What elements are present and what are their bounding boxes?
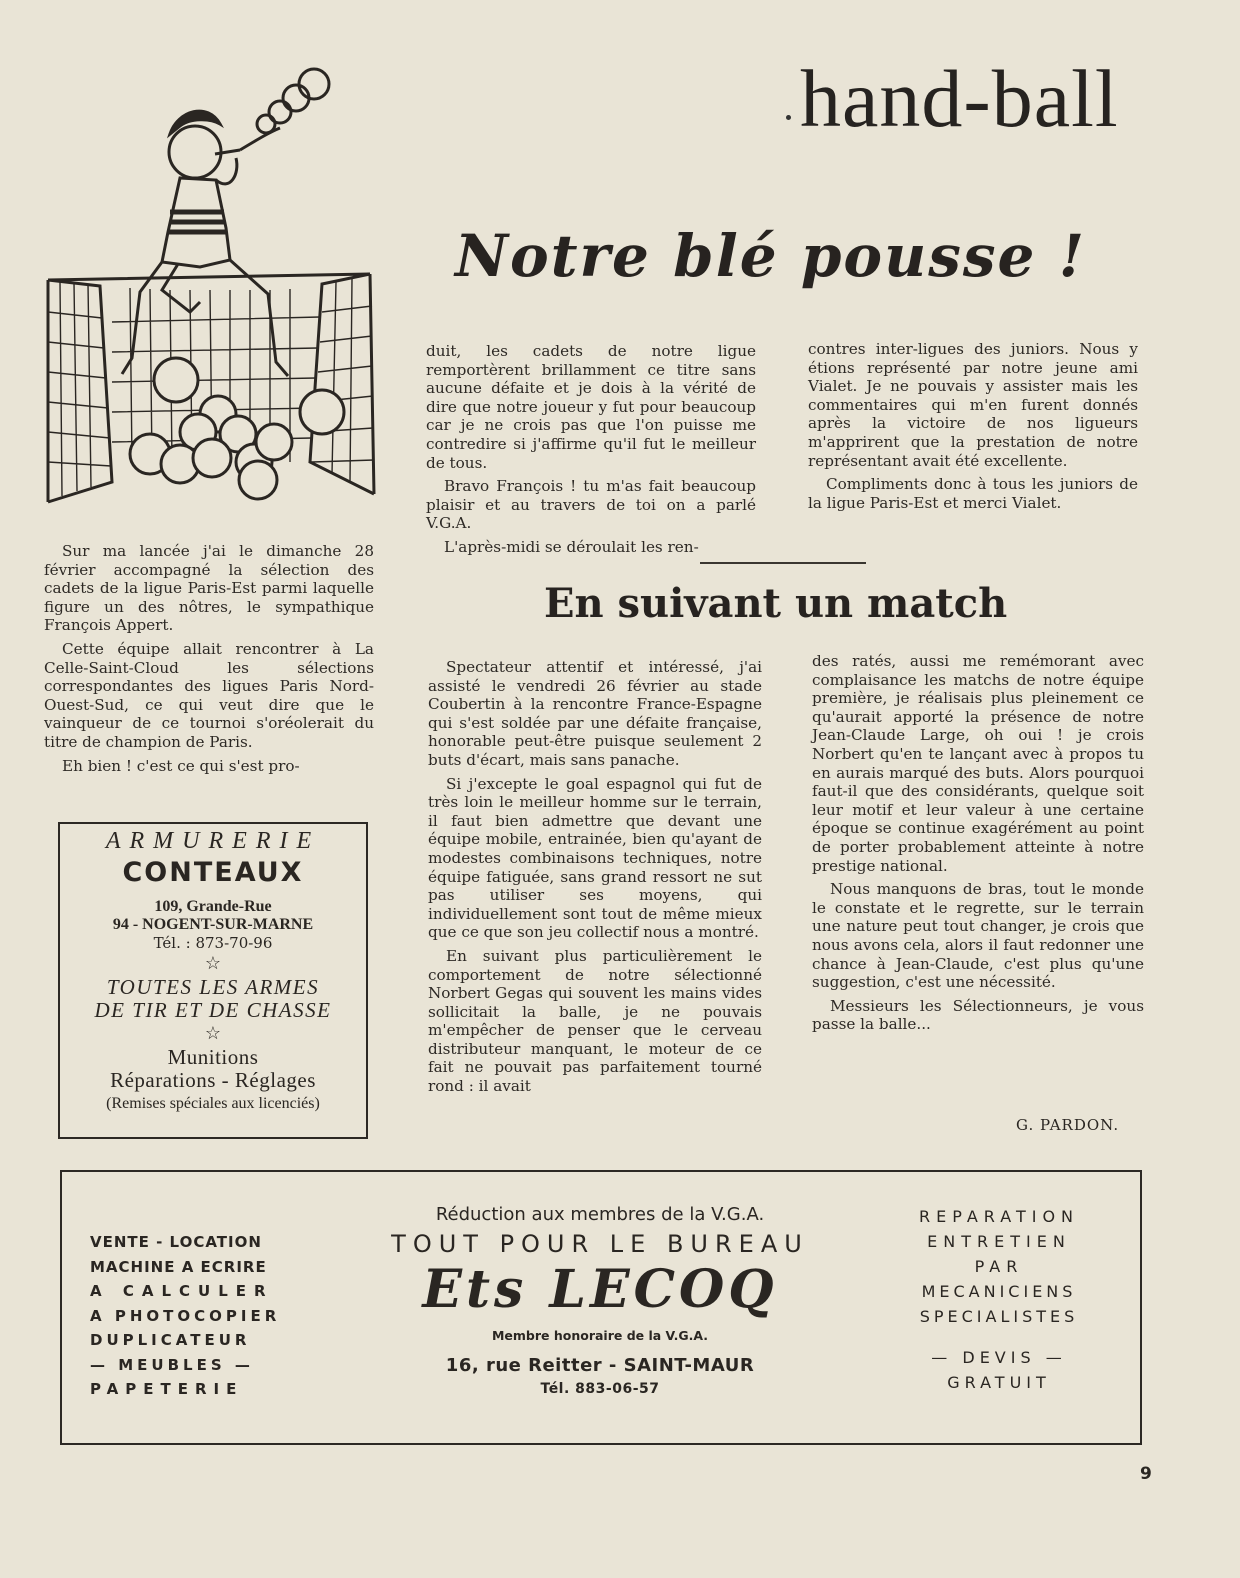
ad-company-name: Ets LECOQ	[422, 1259, 778, 1320]
list-item: MECANICIENS	[921, 1282, 1077, 1301]
paragraph: En suivant plus particulièrement le comportement de notre sélectionné Norbert Gegas qui souvent les mains vides sollicitait la balle, je ne pouvais m'empêcher de penser que le cerveau distributeur manquant, le moteur de ce fait ne pouvait pas parfaitement tourné rond : il avait	[428, 946, 762, 1096]
section-title: hand-ball	[800, 53, 1119, 144]
ad-slogan: DE TIR ET DE CHASSE	[94, 998, 332, 1022]
ad-tagline: TOUT POUR LE BUREAU	[391, 1230, 809, 1258]
paragraph: Bravo François ! tu m'as fait beaucoup plaisir et au travers de toi on a parlé V.G.A.	[426, 477, 756, 533]
ad-phone: Tél. : 873-70-96	[153, 934, 273, 952]
list-item: — MEUBLES —	[90, 1355, 254, 1374]
ad-right-list	[884, 1204, 1114, 1395]
paragraph: L'après-midi se déroulait les ren-	[444, 537, 699, 556]
ad-address: 16, rue Reitter - SAINT-MAUR	[445, 1355, 755, 1376]
ad-address-line: 109, Grande-Rue	[154, 898, 272, 915]
paragraph: Nous manquons de bras, tout le monde le constate et le regrette, sur le terrain une nature peut tout changer, je crois que nous avons cela, alors il faut redonner une chance à Jean-Claude, c'est plus qu'une suggestion, c'est une nécessité.	[812, 880, 1144, 992]
ad-devis: GRATUIT	[947, 1373, 1051, 1392]
ad-ets-lecoq	[60, 1170, 1142, 1445]
list-item: PAPETERIE	[90, 1380, 244, 1398]
star-icon: ☆	[204, 953, 222, 974]
ad-left-list	[90, 1230, 280, 1402]
ad-heading: ARMURERIE	[105, 828, 321, 854]
paragraph: Si j'excepte le goal espagnol qui fut de très loin le meilleur homme sur le terrain, il faut bien admettre que devant une équipe mobile, entrainée, bien qu'ayant de modestes combinaisons techniques, notre équipe fatiguée, sans grand ressort ne sut pas utiliser ses moyens, qui individuellement sont tout de même mieux que ce que son jeu collectif nous a montré.	[428, 774, 762, 942]
paragraph: des ratés, aussi me remémorant avec complaisance les matchs de notre équipe première, je réalisais plus pleinement ce qu'aurait apporté la présence de notre Jean-Claude Large, oh oui ! je crois Norbert qu'en te lançant avec à propos tu en aurais marqué des buts. Alors pourquoi faut-il que des considérants, quelque soit leur motif et leur valeur à une certaine époque se continue exagérément au point de porter probablement atteinte à notre prestige national.	[812, 652, 1144, 875]
article-divider	[700, 562, 866, 564]
paragraph: duit, les cadets de notre ligue remportèrent brillamment ce titre sans aucune défaite et je dois à la vérité de dire que notre joueur y fut pour beaucoup car je ne crois pas que l'on puisse me contredire si j'affirme qu'il fut le meilleur de tous.	[426, 342, 756, 472]
list-item: SPECIALISTES	[919, 1307, 1079, 1326]
list-item: DUPLICATEUR	[90, 1331, 251, 1349]
paragraph: Cette équipe allait rencontrer à La Celle-Saint-Cloud les sélections correspondantes des ligues Paris Nord-Ouest-Sud, ce qui veut dire que le vainqueur de ce tournoi s'oréolerait du titre de champion de Paris.	[44, 639, 374, 751]
paragraph: contres inter-ligues des juniors. Nous y étions représenté par notre jeune ami Vialet. Je ne pouvais y assister mais les commentaires qui m'en furent donnés après la victoire de nos ligueurs m'apprirent que la prestation de notre représentant avait été excellente.	[808, 340, 1138, 470]
ad-address-line: 94 - NOGENT-SUR-MARNE	[112, 916, 314, 933]
article1-column-3	[808, 340, 1138, 512]
page-number: 9	[1140, 1464, 1152, 1484]
signature: G. PARDON.	[1016, 1116, 1120, 1134]
star-icon: ☆	[204, 1023, 222, 1044]
ad-phone: Tél. 883-06-57	[540, 1381, 660, 1397]
ad-shop-name: CONTEAUX	[122, 857, 304, 888]
ad-devis: — DEVIS —	[931, 1348, 1067, 1367]
list-item: VENTE - LOCATION	[90, 1233, 262, 1251]
list-item: REPARATION	[918, 1207, 1080, 1226]
ad-armurerie-conteaux	[58, 822, 368, 1139]
paragraph: Sur ma lancée j'ai le dimanche 28 février accompagné la sélection des cadets de la ligue Paris-Est parmi laquelle figure un des nôtres, le sympathique François Appert.	[44, 542, 374, 635]
article2-column-1	[428, 658, 762, 1096]
ad-reduction: Réduction aux membres de la V.G.A.	[435, 1204, 765, 1225]
ad-slogan: TOUTES LES ARMES	[106, 975, 320, 999]
list-item: PAR	[974, 1257, 1024, 1276]
list-item: A CALCULER	[90, 1282, 274, 1300]
paragraph: Messieurs les Sélectionneurs, je vous passe la balle...	[812, 996, 1144, 1034]
headline-en-suivant-un-match: En suivant un match	[544, 580, 1008, 627]
list-item: ENTRETIEN	[927, 1232, 1071, 1251]
goal-illustration	[40, 62, 380, 512]
ad-services: Munitions	[167, 1045, 259, 1069]
ad-member: Membre honoraire de la V.G.A.	[491, 1328, 709, 1343]
ad-center	[350, 1204, 850, 1397]
article1-column-1	[44, 542, 374, 775]
ad-discount: (Remises spéciales aux licenciés)	[106, 1095, 320, 1112]
article1-column-2	[426, 342, 756, 557]
title-dot	[786, 115, 791, 120]
paragraph: Compliments donc à tous les juniors de la ligue Paris-Est et merci Vialet.	[808, 475, 1138, 512]
article2-column-2	[812, 652, 1144, 1034]
list-item: MACHINE A ECRIRE	[90, 1257, 267, 1276]
paragraph: Eh bien ! c'est ce qui s'est pro-	[62, 756, 300, 775]
paragraph: Spectateur attentif et intéressé, j'ai assisté le vendredi 26 février au stade Coubertin à la rencontre France-Espagne qui s'est soldée par une défaite française, honorable peut-être puisque seulement 2 buts d'écart, mais sans panache.	[428, 658, 762, 769]
list-item: A PHOTOCOPIER	[90, 1306, 281, 1325]
ad-services: Réparations - Réglages	[110, 1068, 316, 1092]
headline-notre-ble-pousse: Notre blé pousse !	[455, 222, 1087, 290]
